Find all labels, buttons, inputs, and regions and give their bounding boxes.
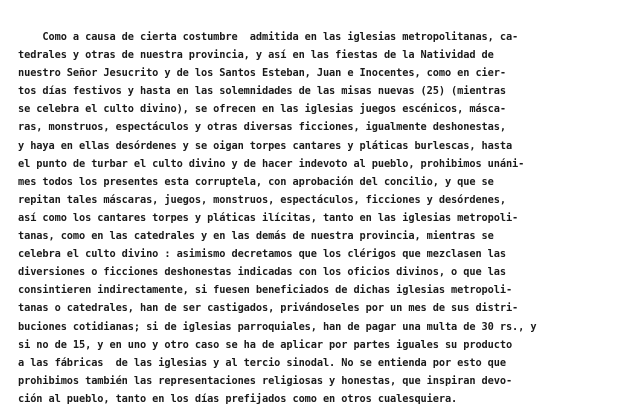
text-line: ras, monstruos, espectáculos y otras diversas ficciones, igualmente deshonestas, <box>18 121 506 134</box>
text-line: a las fábricas de las iglesias y al tercio sinodal. No se entienda por esto que <box>18 356 506 369</box>
text-line: celebra el culto divino : asimismo decretamos que los clérigos que mezclasen las <box>18 248 506 261</box>
text-line: y haya en ellas desórdenes y se oigan torpes cantares y pláticas burlescas, hasta <box>18 139 513 152</box>
text-line: buciones cotidianas; si de iglesias parroquiales, han de pagar una multa de 30 rs., y <box>18 320 537 333</box>
text-line: tanas, como en las catedrales y en las demás de nuestra provincia, mientras se <box>18 230 494 243</box>
text-line: diversiones o ficciones deshonestas indicadas con los oficios divinos, o que las <box>18 266 506 279</box>
text-line: ción al pueblo, tanto en los días prefijados como en otros cualesquiera. <box>18 392 458 405</box>
text-line: se celebra el culto divino), se ofrecen en las iglesias juegos escénicos, másca- <box>18 103 506 116</box>
text-line: tanas o catedrales, han de ser castigados, privándoseles por un mes de sus distri- <box>18 302 519 315</box>
text-line: así como los cantares torpes y pláticas ilícitas, tanto en las iglesias metropoli- <box>18 211 519 224</box>
text-line: tos días festivos y hasta en las solemnidades de las misas nuevas (25) (mientras <box>18 85 506 98</box>
document-paragraph <box>18 28 536 408</box>
text-line: tedrales y otras de nuestra provincia, y así en las fiestas de la Natividad de <box>18 49 494 62</box>
text-line: si no de 15, y en uno y otro caso se ha de aplicar por partes iguales su producto <box>18 338 513 351</box>
text-line: repitan tales máscaras, juegos, monstruos, espectáculos, ficciones y desórdenes, <box>18 193 506 206</box>
text-line: Como a causa de cierta costumbre admitida en las iglesias metropolitanas, ca- <box>18 31 519 43</box>
text-line: prohibimos también las representaciones religiosas y honestas, que inspiran devo- <box>18 374 513 387</box>
text-line: mes todos los presentes esta corruptela, con aprobación del concilio, y que se <box>18 175 494 188</box>
text-line: nuestro Señor Jesucrito y de los Santos Esteban, Juan e Inocentes, como en cier- <box>18 67 506 80</box>
text-line: consintieren indirectamente, si fuesen beneficiados de dichas iglesias metropoli- <box>18 284 513 297</box>
text-line: el punto de turbar el culto divino y de hacer indevoto al pueblo, prohibimos unáni- <box>18 157 525 170</box>
